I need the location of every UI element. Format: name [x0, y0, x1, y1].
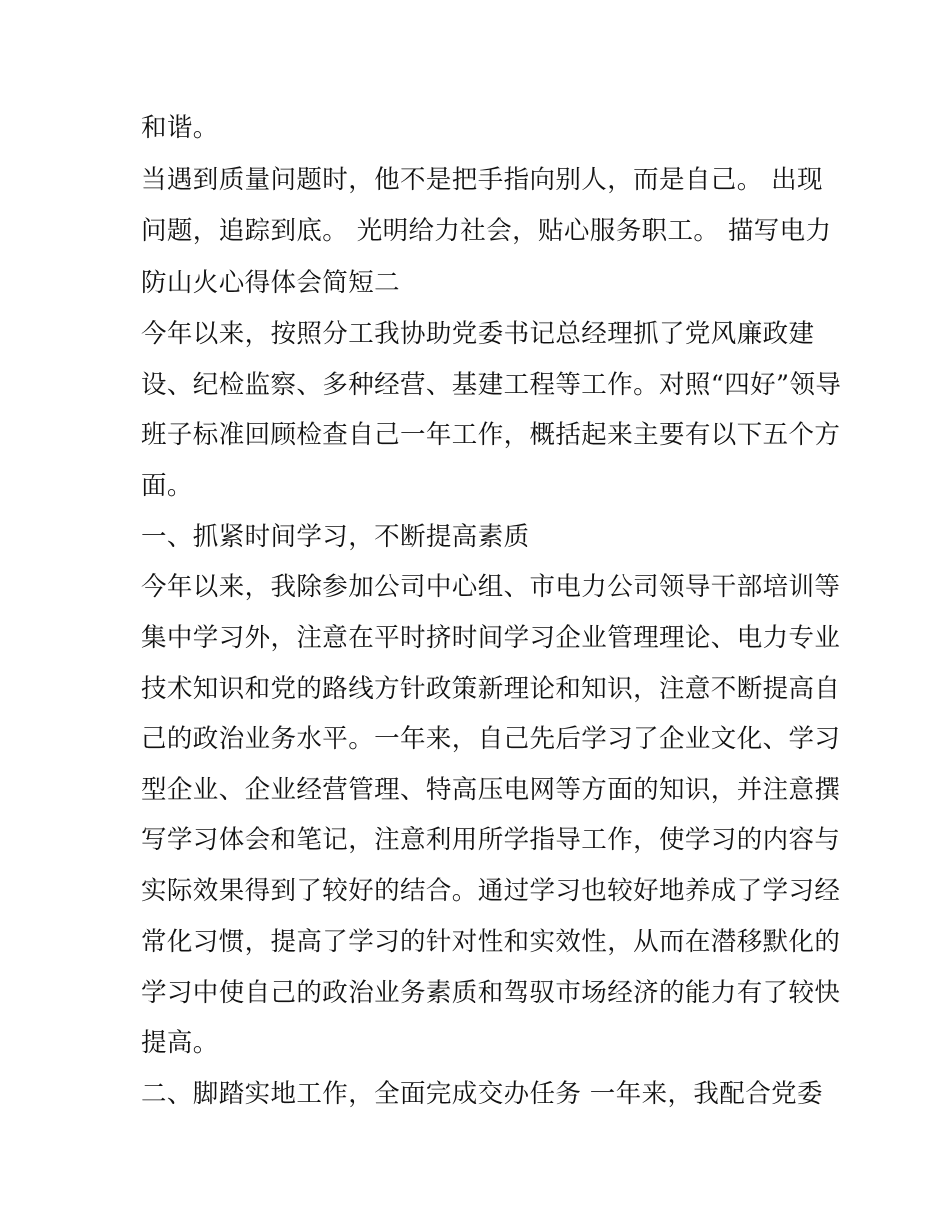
section-heading: 一、抓紧时间学习，不断提高素质	[141, 522, 530, 552]
text-line: 面。	[141, 471, 193, 501]
text-line: 和谐。	[141, 113, 219, 143]
text-line: 写学习体会和笔记，注意利用所学指导工作，使学习的内容与	[141, 825, 841, 855]
text-line: 型企业、企业经营管理、特高压电网等方面的知识，并注意撰	[141, 775, 841, 805]
text-line: 设、纪检监察、多种经营、基建工程等工作。对照“四好”领导	[141, 370, 842, 400]
text-line: 今年以来，我除参加公司中心组、市电力公司领导干部培训等	[141, 572, 841, 602]
text-line: 班子标准回顾检查自己一年工作，概括起来主要有以下五个方	[141, 420, 841, 450]
section-heading: 防山火心得体会简短二	[141, 268, 401, 298]
text-line: 己的政治业务水平。一年来，自己先后学习了企业文化、学习	[141, 724, 841, 754]
text-line: 常化习惯，提高了学习的针对性和实效性，从而在潜移默化的	[141, 927, 841, 957]
section-heading: 二、脚踏实地工作，全面完成交办任务 一年来，我配合党委	[141, 1079, 823, 1109]
text-line: 提高。	[141, 1028, 219, 1058]
text-line: 实际效果得到了较好的结合。通过学习也较好地养成了学习经	[141, 876, 841, 906]
text-line: 当遇到质量问题时，他不是把手指向别人，而是自己。 出现	[141, 165, 823, 195]
text-line: 学习中使自己的政治业务素质和驾驭市场经济的能力有了较快	[141, 978, 841, 1008]
text-line: 技术知识和党的路线方针政策新理论和知识，注意不断提高自	[141, 674, 841, 704]
text-line: 问题，追踪到底。 光明给力社会，贴心服务职工。 描写电力	[141, 216, 832, 246]
text-line: 集中学习外，注意在平时挤时间学习企业管理理论、电力专业	[141, 623, 841, 653]
text-line: 今年以来，按照分工我协助党委书记总经理抓了党风廉政建	[141, 319, 815, 349]
